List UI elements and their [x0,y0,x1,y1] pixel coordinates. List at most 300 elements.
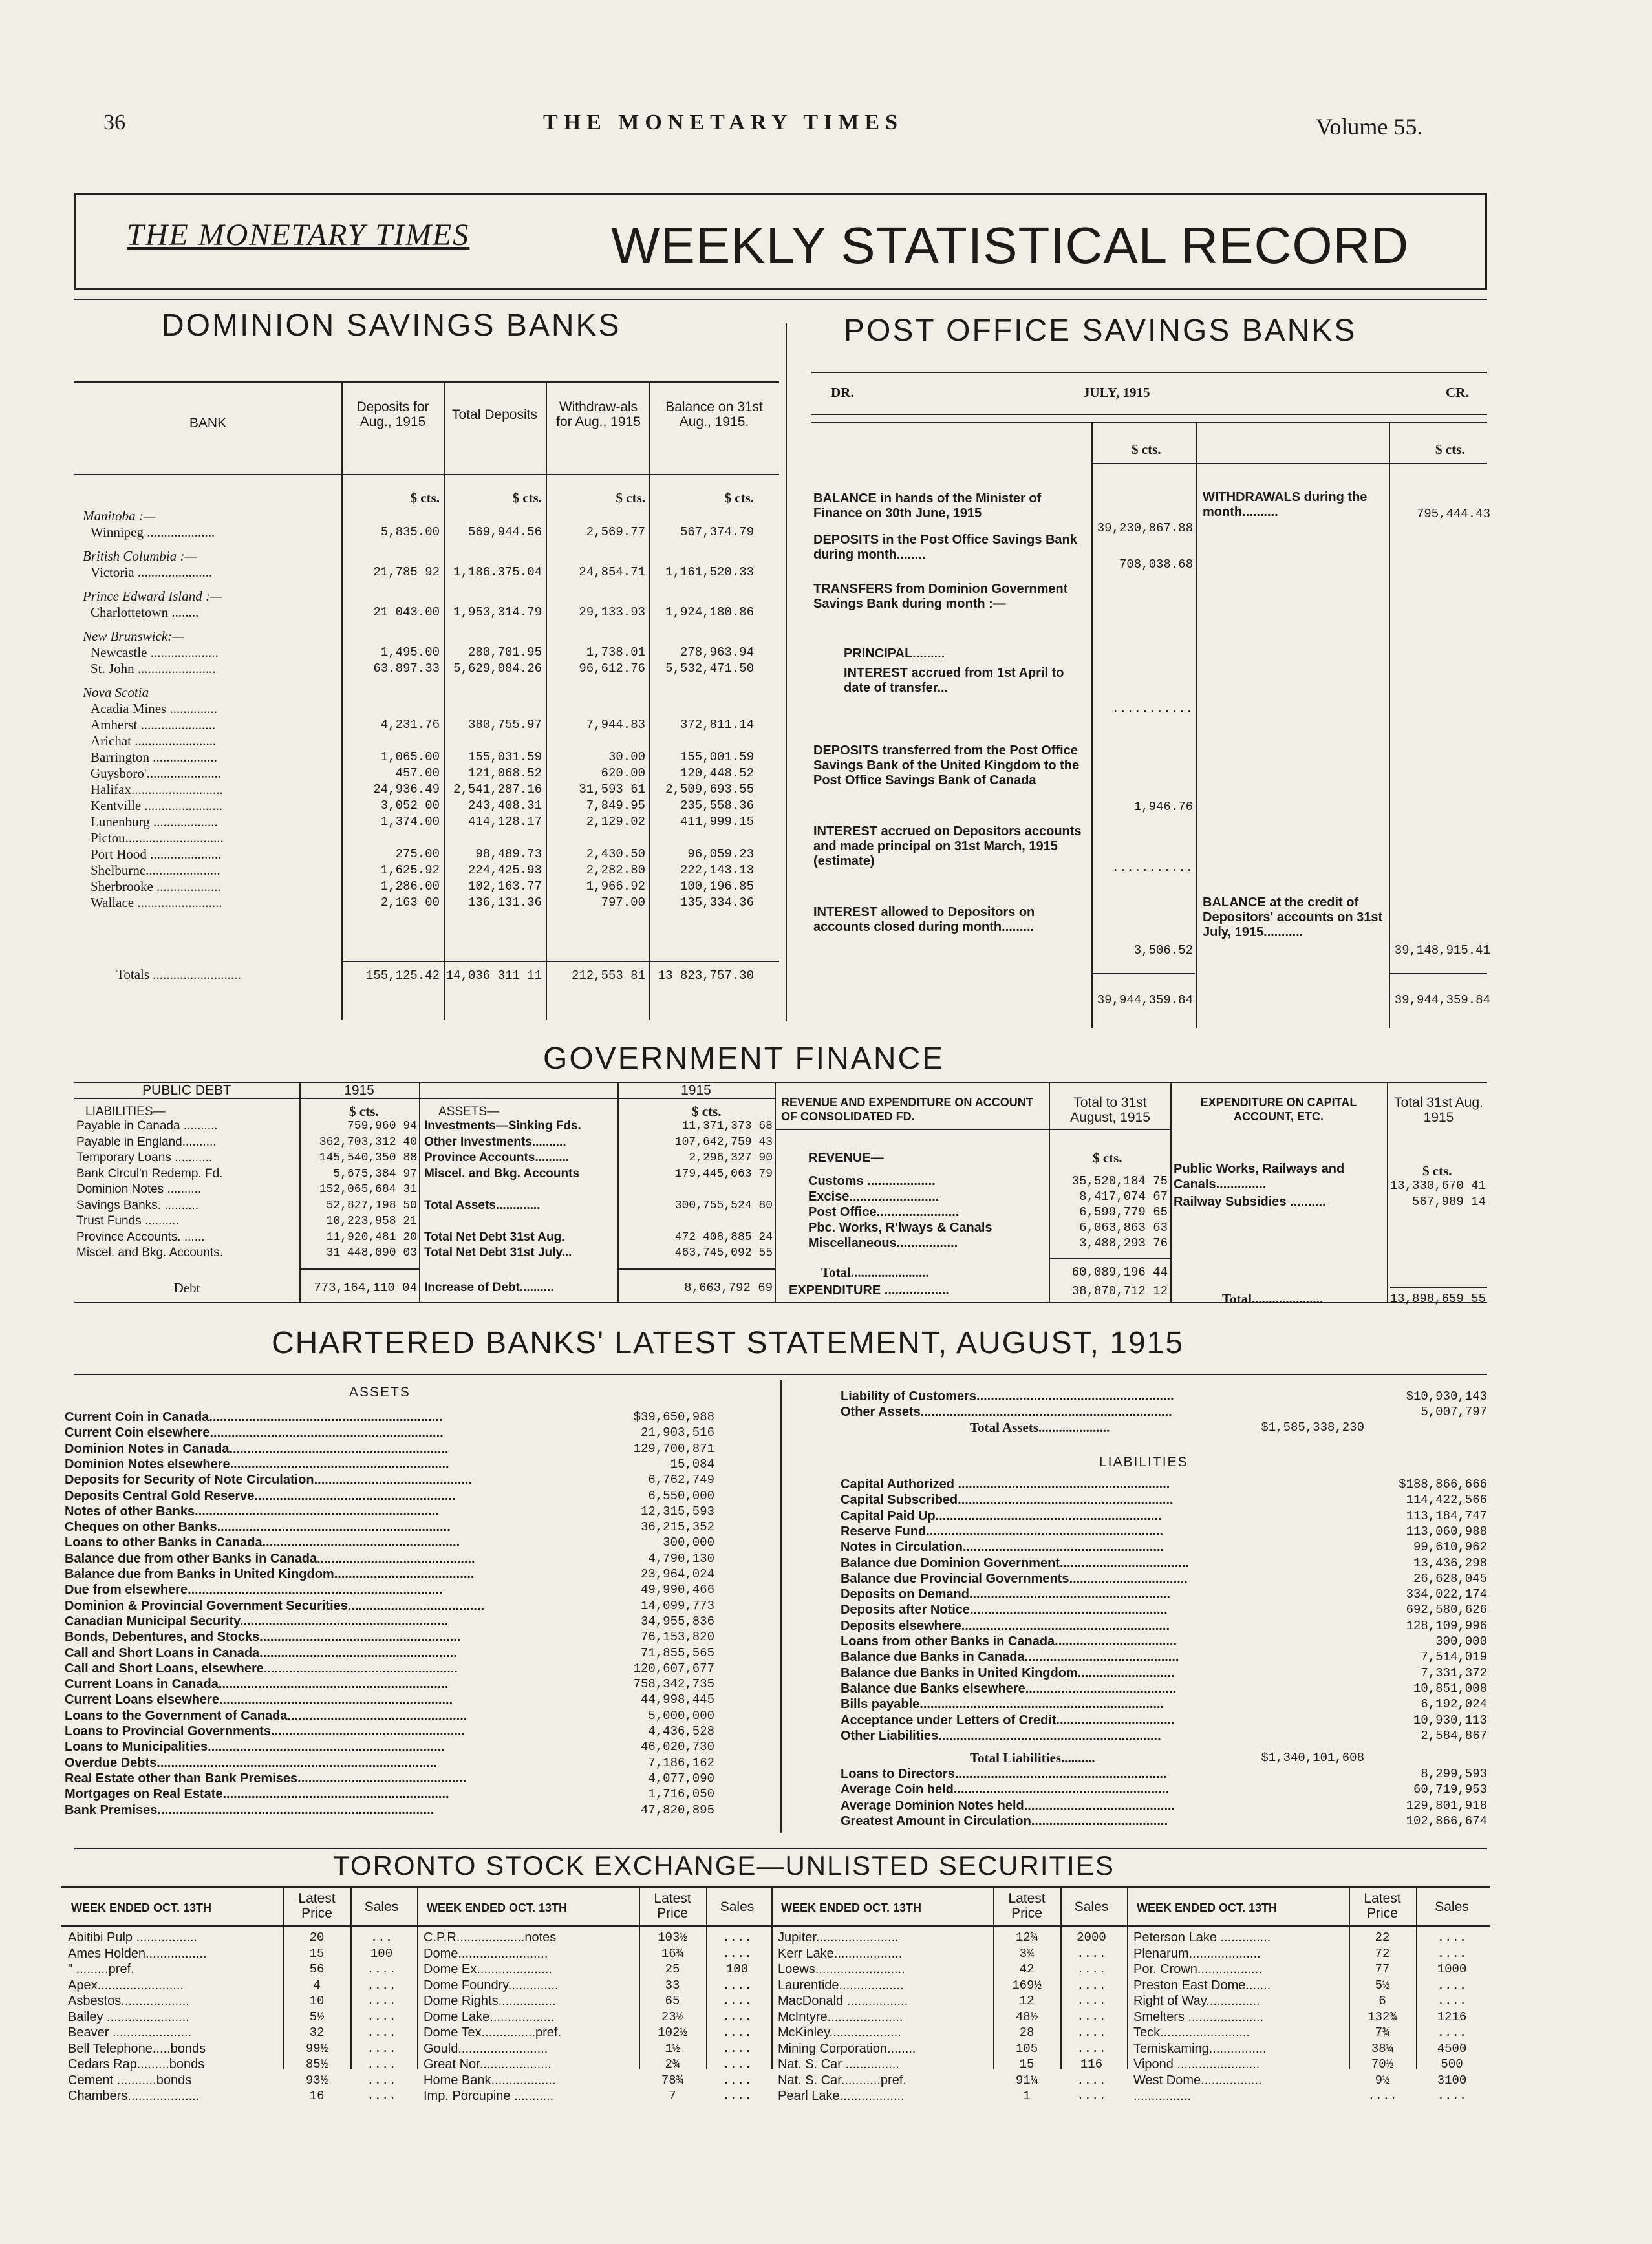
dom-value: 102,163.77 [467,879,542,893]
tse-sales: 2000 [1077,1930,1106,1945]
dom-bank-name: Kentville ....................... [91,798,223,813]
tse-security: Apex........................ [68,1978,184,1993]
dom-bank-name: Arichat ........................ [91,733,217,749]
cb-liab-value: 300,000 [1435,1634,1487,1649]
debt-value: 773,164,110 04 [314,1281,417,1295]
tse-price: 7¾ [1375,2025,1390,2040]
tse-col-price: Latest Price [1364,1891,1401,1921]
govfin-title: GOVERNMENT FINANCE [543,1042,945,1076]
cb-asset-label: Call and Short Loans in Canada....................................................... [65,1645,457,1660]
tse-security: Mining Corporation........ [778,2041,916,2056]
cb-liab-value: 128,109,996 [1406,1618,1487,1633]
cb-liab-label: Loans from other Banks in Canada.................................. [841,1634,1177,1649]
asset-label: Investments—Sinking Fds. [424,1119,581,1133]
dom-col-balance: Balance on 31st Aug., 1915. [665,400,763,429]
cb-asset-value: 6,762,749 [648,1473,714,1488]
tse-security: C.P.R...................notes [424,1930,557,1945]
liability-value: 5,675,384 97 [333,1167,417,1181]
cb-asset-label: Canadian Municipal Security.......................................................... [65,1614,449,1629]
tse-sales: .... [367,2041,396,2056]
po-month: JULY, 1915 [1083,385,1150,400]
tse-price: 93½ [305,2073,328,2088]
debt-label: Debt [173,1280,200,1296]
cb-asset-label: Current Coin in Canada................................................................. [65,1410,443,1424]
dom-value: 567,374.79 [680,525,754,539]
liability-value: 145,540,350 88 [319,1151,417,1164]
cb-liab-value: 113,060,988 [1406,1524,1487,1539]
rev-head: REVENUE AND EXPENDITURE ON ACCOUNT OF CONSOLIDATED FD. [781,1096,1033,1123]
rev-total-label: Total....................... [821,1265,929,1280]
dom-value: 31,593 61 [579,782,645,796]
po-unit-right: $ cts. [1435,442,1465,457]
dom-value: 96,059.23 [687,847,754,861]
tse-col-price: Latest Price [298,1891,336,1921]
dom-bank-name: Amherst ...................... [91,717,216,732]
tse-sales: .... [1077,1994,1106,2008]
tse-price: 9½ [1375,2073,1390,2088]
tse-price: 20 [309,1930,325,1945]
cb-asset-label: Notes of other Banks.................................................................... [65,1504,439,1519]
asset-value: 179,445,063 79 [674,1167,773,1181]
cb-asset-value: 44,998,445 [640,1693,714,1707]
po-withdrawals-value: 795,444.43 [1416,507,1490,521]
po-left-value: ........... [1111,701,1193,716]
dom-value: 243,408.31 [467,798,542,813]
toronto-title: TORONTO STOCK EXCHANGE—UNLISTED SECURITIES [333,1850,1115,1881]
dom-total-balance: 13 823,757.30 [658,968,754,983]
dom-value: 457.00 [395,766,440,780]
section-divider [786,323,787,1021]
public-debt-head: PUBLIC DEBT [142,1083,231,1098]
tse-price: 28 [1019,2025,1035,2040]
cb-liab-label: Balance due Provincial Governments................................. [841,1571,1188,1586]
cb-asset-value: 120,607,677 [633,1661,714,1676]
cb-liab-label: Balance due Banks in Canada........................................... [841,1650,1179,1665]
cb-asset-label: Call and Short Loans, elsewhere...................................................... [65,1661,458,1676]
cb-liab-label: Balance due Banks elsewhere.......................................... [841,1681,1177,1696]
tse-rule [417,1888,418,2069]
tse-rule [706,1888,707,2069]
revenue-item: Pbc. Works, R'lways & Canals [808,1221,992,1235]
dom-value: 1,374.00 [380,815,440,829]
gf-unit1: $ cts. [349,1104,379,1119]
tse-price: 1 [1023,2089,1031,2103]
dom-value: 96,612.76 [579,661,645,676]
dom-province-label: Manitoba :— [83,508,156,524]
asset-value: 11,371,373 68 [681,1120,773,1133]
cb-liab-value: 114,422,566 [1406,1493,1487,1508]
tse-price: 1½ [665,2041,680,2056]
revenue-value: 6,599,779 65 [1079,1205,1168,1219]
tse-security: Smelters ..................... [1133,2009,1264,2024]
dom-value: 24,854.71 [579,565,645,579]
tse-price: 15 [1019,2057,1035,2071]
revenue-label: REVENUE— [808,1151,884,1165]
cb-asset-value: 1,716,050 [648,1787,714,1802]
dom-bank-name: Winnipeg .................... [91,524,215,540]
tse-price: 3¾ [1019,1946,1035,1961]
tse-security: Chambers.................... [68,2089,200,2103]
revenue-item: Excise......................... [808,1190,939,1204]
tse-sales: .... [722,2073,752,2088]
liability-label: Bank Circul'n Redemp. Fd. [76,1166,223,1181]
tse-security: McKinley.................... [778,2025,901,2040]
rev-unit: $ cts. [1093,1150,1122,1166]
cb-after-value: 102,866,674 [1406,1813,1487,1828]
chartered-title: CHARTERED BANKS' LATEST STATEMENT, AUGUST, 1915 [272,1326,1185,1360]
dom-value: 380,755.97 [467,718,542,732]
dom-value: 21 043.00 [373,605,440,619]
tse-rule [350,1888,352,2069]
tse-security: Por. Crown.................. [1133,1962,1262,1976]
volume-label: Volume 55. [1316,114,1423,140]
cb-top-label: Liability of Customers....................................................... [841,1389,1174,1404]
liability-label: Savings Banks. .......... [76,1198,199,1212]
tse-rule [1060,1888,1062,2069]
tse-sales: .... [1437,1994,1467,2008]
dom-value: 1,924,180.86 [665,605,754,619]
dom-value: 135,334.36 [680,895,754,910]
dom-unit: $ cts. [512,490,542,506]
tse-security: Great Nor.................... [424,2057,552,2071]
dom-value: 1,738.01 [586,645,645,659]
cb-asset-label: Cheques on other Banks................................................................. [65,1520,451,1535]
tse-rule [771,1888,773,2069]
tse-security: Bailey ....................... [68,2009,189,2024]
po-left-value: 3,506.52 [1133,943,1193,957]
cb-asset-value: 21,903,516 [640,1426,714,1440]
tse-col-price: Latest Price [1008,1891,1046,1921]
tse-security: Imp. Porcupine ........... [424,2089,554,2103]
gf-unit2: $ cts. [692,1104,722,1119]
cb-after-value: 60,719,953 [1413,1782,1487,1797]
tse-security: Bell Telephone.....bonds [68,2041,206,2056]
cb-asset-label: Dominion Notes in Canada............................................................. [65,1441,449,1456]
cb-top-value: 5,007,797 [1421,1405,1487,1419]
tse-sales: .... [1077,2089,1106,2103]
cap-value-1: 567,989 14 [1411,1195,1486,1209]
po-cr: CR. [1446,385,1469,400]
incdebt-value: 8,663,792 69 [684,1281,773,1295]
cb-asset-value: 49,990,466 [640,1583,714,1598]
po-left-item: INTEREST accrued from 1st April to date of transfer... [844,666,1064,695]
liability-value: 759,960 94 [347,1120,417,1133]
cb-asset-value: 6,550,000 [648,1488,714,1503]
dom-bank-name: St. John ....................... [91,661,216,676]
tse-security: Ames Holden................. [68,1946,207,1961]
tse-col-week: WEEK ENDED OCT. 13TH [71,1901,212,1914]
tse-rule [1416,1888,1417,2069]
po-left-value: 39,230,867.88 [1097,521,1193,535]
dom-province-label: Prince Edward Island :— [83,588,222,604]
cb-asset-label: Loans to other Banks in Canada....................................................... [65,1535,460,1550]
cb-asset-label: Overdue Debts.............................................................................. [65,1755,437,1770]
dom-value: 278,963.94 [680,645,754,659]
cb-asset-label: Bank Premises............................................................................. [65,1802,434,1817]
dom-value: 155,031.59 [467,750,542,764]
liability-label: Temporary Loans ........... [76,1151,213,1164]
dom-bank-name: Wallace ......................... [91,895,222,910]
po-unit-left: $ cts. [1132,442,1161,457]
tse-security: McIntyre..................... [778,2009,903,2024]
tse-security: Preston East Dome....... [1133,1978,1271,1993]
tse-price: 85½ [305,2057,328,2071]
tse-price: 5½ [1375,1978,1390,1993]
cb-liab-label: Deposits after Notice....................................................... [841,1603,1168,1618]
cb-asset-label: Balance due from other Banks in Canada............................................ [65,1551,475,1566]
cb-after-value: 8,299,593 [1421,1767,1487,1781]
tse-sales: .... [1437,1978,1467,1993]
cb-asset-value: 71,855,565 [640,1645,714,1660]
dom-value: 275.00 [395,847,440,861]
cap-head: EXPENDITURE ON CAPITAL ACCOUNT, ETC. [1200,1096,1357,1123]
dom-value: 2,430.50 [586,847,645,861]
tse-sales: .... [1077,2041,1106,2056]
tse-security: Dome Rights................ [424,1994,556,2008]
tse-col-week: WEEK ENDED OCT. 13TH [781,1901,922,1914]
cap-total-value: 13,898,659 55 [1389,1292,1486,1306]
dom-bank-name: Sherbrooke ................... [91,879,221,894]
dom-value: 5,835.00 [380,525,440,539]
cb-liab-value: 13,436,298 [1413,1555,1487,1570]
tse-price: 7 [669,2089,676,2103]
dom-value: 121,068.52 [467,766,542,780]
cb-liab-label: Bills payable.................................................................... [841,1697,1164,1712]
liability-label: Trust Funds .......... [76,1214,179,1228]
tse-price: .... [1368,2089,1397,2103]
cb-liab-value: 7,514,019 [1421,1650,1487,1665]
liability-value: 11,920,481 20 [326,1230,417,1244]
po-dr: DR. [831,385,854,400]
dom-bank-name: Barrington ................... [91,749,217,765]
cb-asset-value: 14,099,773 [640,1598,714,1613]
asset-label: Province Accounts.......... [424,1151,570,1164]
tse-price: 105 [1015,2041,1038,2056]
cb-asset-value: 23,964,024 [640,1567,714,1581]
cb-asset-label: Mortgages on Real Estate............................................................... [65,1787,449,1802]
cb-liab-label: Capital Subscribed............................................................ [841,1493,1174,1508]
tse-security: Gould......................... [424,2041,548,2056]
asset-value: 463,745,092 55 [674,1246,773,1259]
cb-asset-value: 34,955,836 [640,1614,714,1629]
dom-value: 280,701.95 [467,645,542,659]
liability-label: Payable in England.......... [76,1135,217,1149]
liability-label: Dominion Notes .......... [76,1182,202,1196]
tse-sales: .... [722,2009,752,2024]
cap-unit: $ cts. [1422,1163,1452,1179]
cb-after-label: Greatest Amount in Circulation...................................... [841,1813,1168,1828]
tse-security: Beaver ...................... [68,2025,192,2040]
cb-liab-label: Reserve Fund.................................................................. [841,1524,1164,1539]
tse-sales: .... [1437,2025,1467,2040]
cb-asset-value: 758,342,735 [633,1677,714,1692]
cb-asset-label: Dominion Notes elsewhere............................................................. [65,1457,449,1471]
tse-sales: .... [1077,2009,1106,2024]
asset-label: Total Net Debt 31st Aug. [424,1230,565,1244]
tse-sales: .... [722,2025,752,2040]
tse-sales: 100 [725,1962,749,1976]
dom-value: 797.00 [601,895,645,910]
cb-asset-label: Current Coin elsewhere................................................................. [65,1426,444,1440]
dom-bank-name: Halifax........................... [91,782,223,797]
dom-bank-name: Charlottetown ........ [91,604,199,620]
po-balance-credit-value: 39,148,915.41 [1394,943,1490,957]
cb-asset-label: Loans to Municipalities.................................................................. [65,1740,445,1755]
cb-liab-value: 2,584,867 [1421,1728,1487,1743]
dom-value: 1,186.375.04 [453,565,542,579]
po-total-left: 39,944,359.84 [1097,993,1193,1007]
revenue-value: 3,488,293 76 [1079,1236,1168,1250]
dom-value: 100,196.85 [680,879,754,893]
cb-asset-value: $39,650,988 [633,1410,714,1424]
dom-unit: $ cts. [616,490,645,506]
cb-top-value: $10,930,143 [1406,1389,1487,1404]
tse-security: Nat. S. Car ............... [778,2057,899,2071]
cb-asset-value: 4,077,090 [648,1771,714,1786]
total-assets-label: Total Assets..................... [970,1420,1110,1435]
total-assets-value: $1,585,338,230 [1261,1420,1364,1435]
tse-price: 102½ [658,2025,687,2040]
revenue-item: Miscellaneous................. [808,1236,958,1250]
tse-price: 23½ [661,2009,684,2024]
cb-liab-value: 10,851,008 [1413,1681,1487,1696]
dom-col-bank: BANK [189,416,227,431]
cb-liab-value: 26,628,045 [1413,1571,1487,1586]
cb-asset-label: Bonds, Debentures, and Stocks........................................................ [65,1630,461,1645]
cb-liab-label: Acceptance under Letters of Credit................................. [841,1713,1175,1727]
tse-price: 33 [665,1978,680,1993]
tse-price: 6 [1378,1994,1386,2008]
dom-value: 120,448.52 [680,766,754,780]
banner-right: WEEKLY STATISTICAL RECORD [611,217,1410,274]
dom-value: 63.897.33 [373,661,440,676]
tse-security: Kerr Lake................... [778,1946,903,1961]
tse-security: Jupiter....................... [778,1930,899,1945]
dom-col-total: Total Deposits [452,407,537,422]
dom-province-label: New Brunswick:— [83,628,184,644]
po-left-item: DEPOSITS transferred from the Post Office Savings Bank of the United Kingdom to the Post Office Savings Bank of Canada [813,743,1080,787]
dom-value: 2,282.80 [586,863,645,877]
dom-value: 24,936.49 [373,782,440,796]
tse-price: 132¾ [1368,2009,1397,2024]
cb-asset-value: 5,000,000 [648,1708,714,1723]
po-left-item: INTEREST allowed to Depositors on accounts closed during month......... [813,905,1035,934]
dom-unit: $ cts. [410,490,440,506]
cb-asset-label: Real Estate other than Bank Premises............................................... [65,1771,467,1786]
postoffice-title: POST OFFICE SAVINGS BANKS [844,314,1357,348]
tse-sales: .... [1077,1946,1106,1961]
cb-asset-value: 47,820,895 [640,1802,714,1817]
cap-value-0: 13,330,670 41 [1389,1179,1486,1193]
dom-value: 2,163 00 [380,895,440,910]
cb-asset-value: 300,000 [663,1535,714,1550]
dom-value: 1,966.92 [586,879,645,893]
po-left-value: 708,038.68 [1119,557,1193,572]
cap-total-label: Total..................... [1222,1291,1324,1307]
cb-liab-label: Other Liabilities.............................................................. [841,1728,1161,1743]
year1-head: 1915 [344,1083,374,1098]
dom-value: 224,425.93 [467,863,542,877]
tse-sales: .... [1077,1978,1106,1993]
banner-left: THE MONETARY TIMES [127,218,470,252]
cap-item-1: Railway Subsidies .......... [1174,1195,1326,1209]
tse-price: 10 [309,1994,325,2008]
tse-sales: .... [1077,2025,1106,2040]
dom-value: 2,129.02 [586,815,645,829]
liability-value: 52,827,198 50 [326,1199,417,1212]
cb-liab-label: Capital Authorized ........................................................... [841,1477,1170,1491]
cb-liab-value: 113,184,747 [1406,1508,1487,1523]
tse-price: 15 [309,1946,325,1961]
tse-security: ................ [1133,2089,1191,2103]
dom-value: 1,953,314.79 [453,605,542,619]
tse-price: 65 [665,1994,680,2008]
cb-after-value: 129,801,918 [1406,1798,1487,1813]
tse-sales: .... [722,1994,752,2008]
tse-price: 2¾ [665,2057,680,2071]
dom-bank-name: Newcastle .................... [91,645,219,660]
tse-sales: .... [367,2073,396,2088]
expenditure-value: 38,870,712 12 [1071,1284,1168,1298]
dom-value: 2,509,693.55 [665,782,754,796]
tse-sales: .... [722,1978,752,1993]
revenue-item: Post Office....................... [808,1205,960,1219]
rev-total-value: 60,089,196 44 [1071,1265,1168,1279]
tse-sales: .... [367,2009,396,2024]
tse-security: MacDonald ................. [778,1994,908,2008]
cb-liab-value: 99,610,962 [1413,1540,1487,1555]
cb-asset-label: Loans to Provincial Governments...................................................... [65,1724,466,1738]
tse-security: Peterson Lake .............. [1133,1930,1271,1945]
tse-col-week: WEEK ENDED OCT. 13TH [427,1901,568,1914]
cb-asset-label: Deposits for Security of Note Circulation............................................ [65,1473,473,1488]
dom-province-label: British Columbia :— [83,548,197,564]
asset-label: Total Assets............. [424,1198,541,1212]
dom-value: 1,065.00 [380,750,440,764]
tse-sales: .... [1437,2089,1467,2103]
dom-province-label: Nova Scotia [83,685,149,700]
cb-liab-value: 10,930,113 [1413,1713,1487,1727]
revenue-value: 6,063,863 63 [1079,1221,1168,1235]
asset-label: Total Net Debt 31st July... [424,1246,572,1259]
tse-price: 22 [1375,1930,1390,1945]
dom-bank-name: Shelburne...................... [91,862,220,878]
tse-price: 5½ [309,2009,325,2024]
asset-label: Other Investments.......... [424,1135,566,1149]
dom-value: 3,052 00 [380,798,440,813]
assets-heading: ASSETS [349,1385,411,1400]
cb-top-label: Other Assets...................................................................... [841,1405,1172,1419]
cb-asset-label: Dominion & Provincial Government Securities...................................... [65,1598,485,1613]
tse-security: Dome Foundry.............. [424,1978,559,1993]
tse-security: Temiskaming................ [1133,2041,1267,2056]
tse-sales: ... [370,1930,393,1945]
tse-security: Cedars Rap.........bonds [68,2057,205,2071]
liability-value: 152,065,684 31 [319,1183,417,1196]
cb-asset-value: 12,315,593 [640,1504,714,1519]
tse-sales: .... [367,2025,396,2040]
dom-bank-name: Lunenburg ................... [91,814,218,829]
tse-sales: 1000 [1437,1962,1467,1976]
tse-security: Laurentide.................. [778,1978,904,1993]
dominion-title: DOMINION SAVINGS BANKS [162,308,621,343]
dom-value: 136,131.36 [467,895,542,910]
po-left-value: ........... [1111,860,1193,875]
asset-value: 107,642,759 43 [674,1135,773,1149]
tse-price: 77 [1375,1962,1390,1976]
cb-asset-label: Due from elsewhere....................................................................... [65,1583,443,1598]
dom-value: 1,161,520.33 [665,565,754,579]
